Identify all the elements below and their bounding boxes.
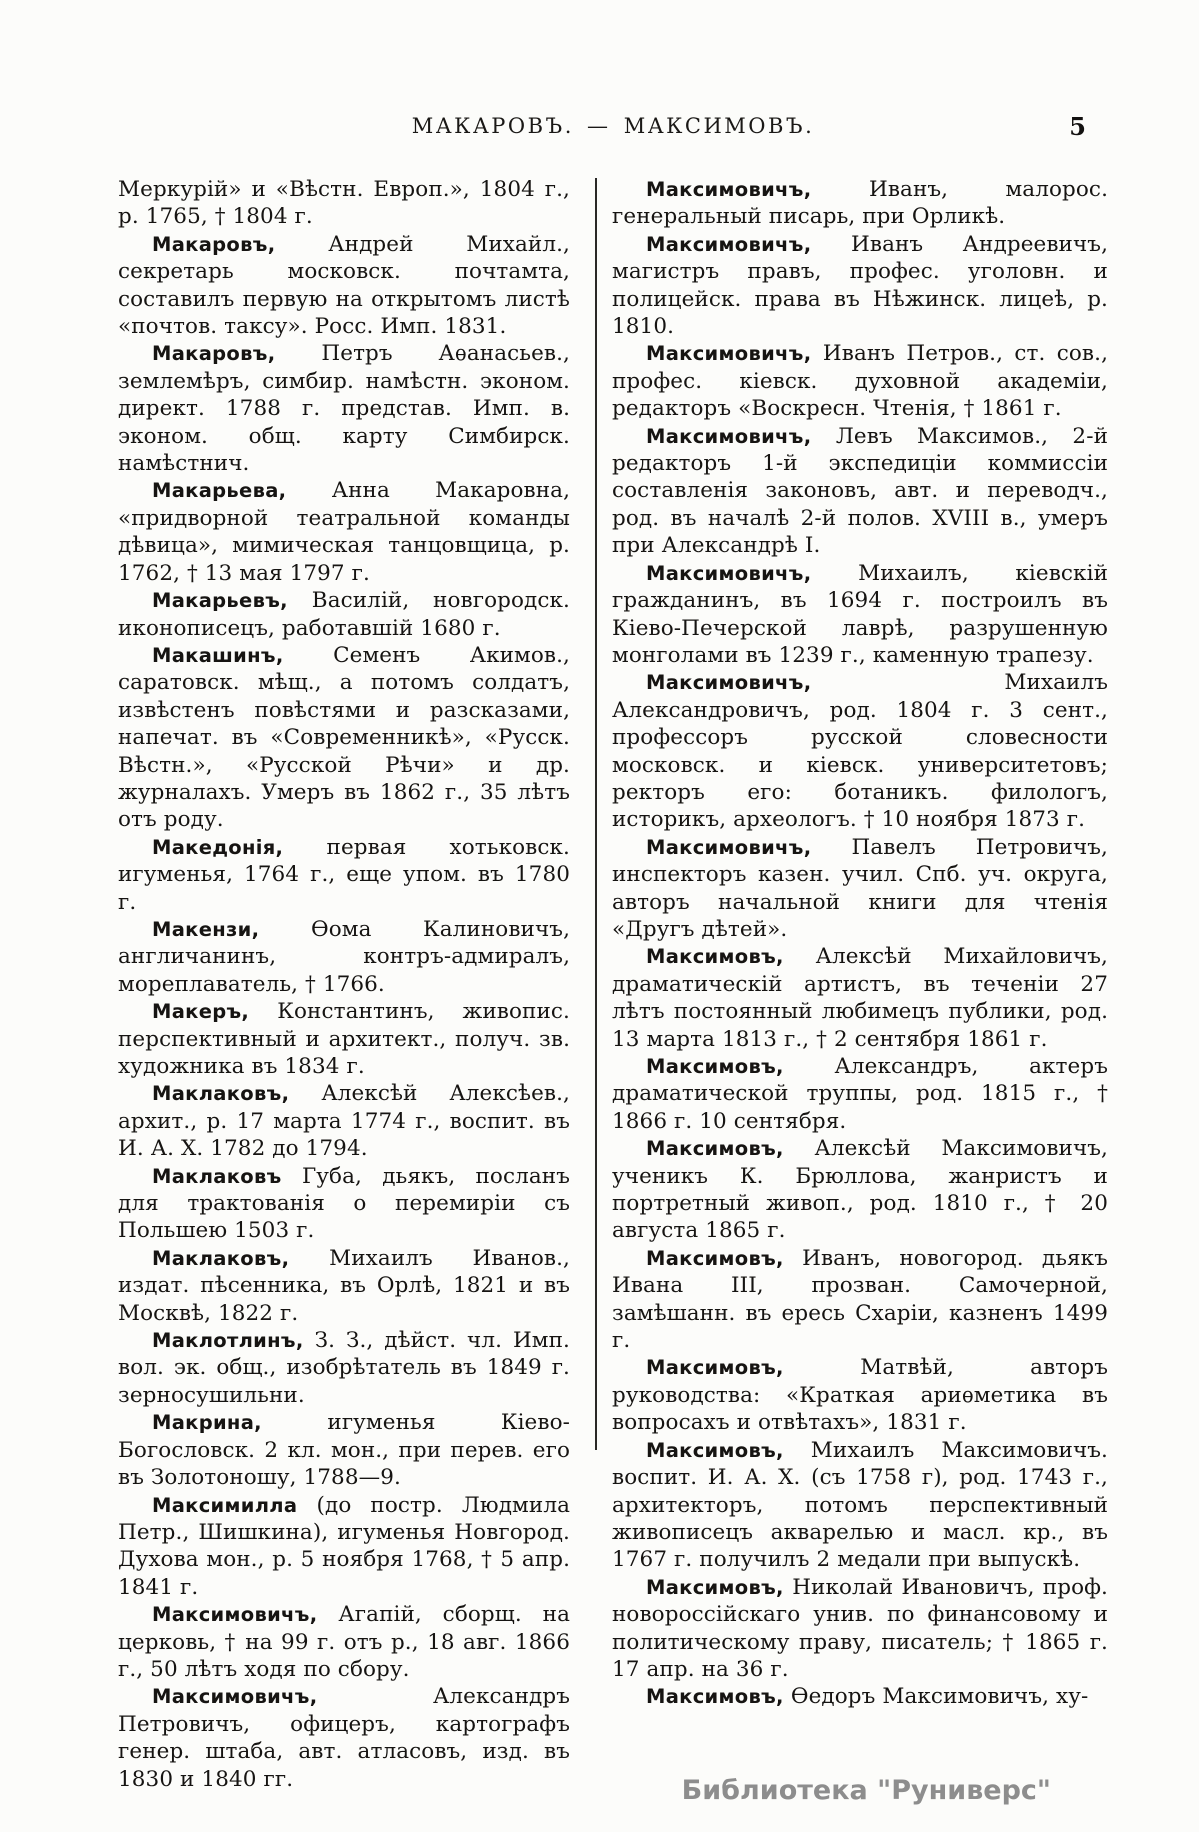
dictionary-entry: Макрина, игуменья Кіево-Богословск. 2 кл. мон., при перев. его въ Золотоношу, 1788—9. <box>118 1410 570 1491</box>
dictionary-entry: Максимилла (до постр. Людмила Петр., Шишкина), игуменья Новгород. Духова мон., р. 5 ноября 1768, † 5 апр. 1841 г. <box>118 1492 570 1600</box>
dictionary-entry: Маклаковъ, Михаилъ Иванов., издат. пѣсенника, въ Орлѣ, 1821 и въ Москвѣ, 1822 г. <box>118 1245 570 1326</box>
dictionary-entry: Максимовъ, Иванъ, новогород. дьякъ Ивана III, прозван. Самочерной, замѣшанн. въ ересь Схаріи, казненъ 1499 г. <box>612 1245 1108 1354</box>
entry-headword: Максимовичъ, <box>152 1685 434 1709</box>
entry-headword: Маклаковъ, <box>152 1246 330 1270</box>
entry-headword: Максимовичъ, <box>646 232 852 256</box>
entry-headword: Максимовичъ, <box>646 424 836 448</box>
dictionary-entry: Максимовичъ, Павелъ Петровичъ, инспекторъ казен. учил. Спб. уч. округа, авторъ начальной книги для чтенія «Другъ дѣтей». <box>612 834 1108 942</box>
column-divider-rule <box>595 178 597 1450</box>
dictionary-entry: Максимовичъ, Агапій, сборщ. на церковь, † на 99 г. отъ р., 18 авг. 1866 г., 50 лѣтъ ходя по сбору. <box>118 1602 570 1682</box>
left-column <box>118 176 570 1793</box>
dictionary-entry: Макарьевъ, Василій, новгородск. иконописецъ, работавшій 1680 г. <box>118 588 570 641</box>
entry-headword: Максимовъ, <box>646 1356 861 1380</box>
entry-headword: Макензи, <box>152 917 311 941</box>
dictionary-entry: Маклаковъ Губа, дьякъ, посланъ для трактованія о перемиріи съ Польшею 1503 г. <box>118 1163 570 1244</box>
entry-headword: Максимовъ, <box>646 1137 815 1161</box>
dictionary-entry: Македонія, первая хотьковск. игуменья, 1764 г., еще упом. въ 1780 г. <box>118 834 570 915</box>
entry-headword: Макеръ, <box>152 1000 278 1024</box>
entry-headword: Макарьева, <box>152 479 332 503</box>
entry-headword: Македонія, <box>152 835 327 859</box>
entry-headword: Максимовичъ, <box>646 671 1005 695</box>
entry-headword: Макрина, <box>152 1411 328 1435</box>
right-column <box>612 176 1108 1711</box>
dictionary-entry: Меркурій» и «Вѣстн. Европ.», 1804 г., р. 1765, † 1804 г. <box>118 177 570 230</box>
entry-headword: Максимовъ, <box>646 1575 793 1599</box>
dictionary-entry: Макаровъ, Петръ Аѳанасьев., землемѣръ, симбир. намѣстн. эконом. директ. 1788 г. представ. Имп. в. эконом. общ. карту Симбирск. намѣстнич. <box>118 341 570 477</box>
dictionary-entry: Макарьева, Анна Макаровна, «придворной театральной команды дѣвица», мимическая танцовщица, р. 1762, † 13 мая 1797 г. <box>118 478 570 586</box>
entry-headword: Маклотлинъ, <box>152 1329 315 1353</box>
dictionary-entry: Макаровъ, Андрей Михайл., секретарь московск. почтамта, составилъ первую на открытомъ листѣ «почтов. таксу». Росс. Имп. 1831. <box>118 231 570 340</box>
page-header <box>118 114 1108 148</box>
dictionary-entry: Максимовичъ, Михаилъ Александровичъ, род. 1804 г. 3 сент., профессоръ русской словесности московск. и кіевск. университетовъ; ректоръ его: ботаникъ. филологъ, историкъ, археологъ. † 10 ноября 1873 г. <box>612 670 1108 833</box>
entry-headword: Макаровъ, <box>152 232 329 256</box>
entry-headword: Максимовичъ, <box>646 561 859 585</box>
dictionary-entry: Маклаковъ, Алексѣй Алексѣев., архит., р. 17 марта 1774 г., воспит. въ И. А. Х. 1782 до 1794. <box>118 1081 570 1162</box>
dictionary-entry: Максимовъ, Матвѣй, авторъ руководства: «Краткая ариѳметика въ вопросахъ и отвѣтахъ», 1831 г. <box>612 1355 1108 1436</box>
entry-headword: Макашинъ, <box>152 643 334 667</box>
dictionary-entry: Максимовъ, Николай Ивановичъ, проф. новороссійскаго унив. по финансовому и политическому праву, писатель; † 1865 г. 17 апр. на 36 г. <box>612 1574 1108 1682</box>
dictionary-entry: Максимовичъ, Александръ Петровичъ, офицеръ, картографъ генер. штаба, авт. атласовъ, изд. въ 1830 и 1840 гг. <box>118 1684 570 1792</box>
entry-headword: Максимилла <box>152 1493 317 1517</box>
entry-headword: Максимовичъ, <box>646 178 869 201</box>
running-title: МАКАРОВЪ. — МАКСИМОВЪ. <box>411 114 815 138</box>
dictionary-entry: Максимовъ, Алексѣй Максимовичъ, ученикъ К. Брюллова, жанристъ и портретный живоп., род. 1810 г., † 20 августа 1865 г. <box>612 1136 1108 1244</box>
library-watermark: Библиотека "Руниверс" <box>681 1775 1051 1806</box>
entry-headword: Маклаковъ, <box>152 1082 322 1106</box>
entry-headword: Максимовъ, <box>646 945 816 969</box>
dictionary-entry: Максимовичъ, Левъ Максимов., 2-й редакторъ 1-й экспедиціи коммиссіи составленія законовъ, авт. и переводч., род. въ началѣ 2-й полов. XVIII в., умеръ при Александрѣ I. <box>612 423 1108 559</box>
dictionary-entry: Максимовичъ, Иванъ, малорос. генеральный писарь, при Орликѣ. <box>612 177 1109 230</box>
entry-headword: Максимовъ, <box>646 1055 835 1078</box>
entry-headword: Маклаковъ <box>152 1164 302 1188</box>
dictionary-entry: Максимовичъ, Иванъ Андреевичъ, магистръ правъ, профес. уголовн. и полицейск. права въ Нѣжинск. лицеѣ, р. 1810. <box>612 231 1108 340</box>
dictionary-entry: Макашинъ, Семенъ Акимов., саратовск. мѣщ., а потомъ солдатъ, извѣстенъ повѣстями и разсказами, напечат. въ «Современникѣ», «Русск. Вѣстн.», «Русской Рѣчи» и др. журналахъ. Умеръ въ 1862 г., 35 лѣтъ отъ роду. <box>118 642 570 833</box>
entry-headword: Макаровъ, <box>152 342 322 366</box>
dictionary-entry: Макеръ, Константинъ, живопис. перспективный и архитект., получ. зв. художника въ 1834 г. <box>118 999 570 1079</box>
entry-headword: Максимовъ, <box>646 1438 811 1462</box>
dictionary-entry: Максимовичъ, Михаилъ, кіевскій гражданинъ, въ 1694 г. построилъ въ Кіево-Печерской лаврѣ, разрушенную монголами въ 1239 г., каменную трапезу. <box>612 560 1108 668</box>
dictionary-entry: Макензи, Ѳома Калиновичъ, англичанинъ, контръ-адмиралъ, мореплаватель, † 1766. <box>118 916 570 997</box>
dictionary-entry: Максимовъ, Ѳедоръ Максимовичъ, ху- <box>646 1684 1089 1710</box>
entry-headword: Максимовъ, <box>646 1246 803 1270</box>
dictionary-entry: Максимовъ, Михаилъ Максимовичъ. воспит. И. А. Х. (съ 1758 г), род. 1743 г., архитекторъ, потомъ перспективный живописецъ акварелью и масл. кр., въ 1767 г. получилъ 2 медали при выпускѣ. <box>612 1437 1108 1573</box>
page-number: 5 <box>1069 112 1086 141</box>
dictionary-entry: Маклотлинъ, З. З., дѣйст. чл. Имп. вол. эк. общ., изобрѣтатель въ 1849 г. зерносушильни. <box>118 1328 570 1408</box>
dictionary-entry: Максимовичъ, Иванъ Петров., ст. сов., профес. кіевск. духовной академіи, редакторъ «Воскресн. Чтенія, † 1861 г. <box>612 341 1108 422</box>
entry-headword: Максимовичъ, <box>646 835 852 859</box>
entry-headword: Максимовичъ, <box>646 342 823 366</box>
entry-headword: Макарьевъ, <box>152 589 312 613</box>
dictionary-entry: Максимовъ, Александръ, актеръ драматической труппы, род. 1815 г., † 1866 г. 10 сентября. <box>612 1054 1108 1134</box>
entry-headword: Максимовъ, <box>646 1685 791 1709</box>
entry-headword: Максимовичъ, <box>152 1603 339 1627</box>
dictionary-entry: Максимовъ, Алексѣй Михайловичъ, драматическій артистъ, въ теченіи 27 лѣтъ постоянный любимецъ публики, род. 13 марта 1813 г., † 2 сентября 1861 г. <box>612 944 1108 1052</box>
